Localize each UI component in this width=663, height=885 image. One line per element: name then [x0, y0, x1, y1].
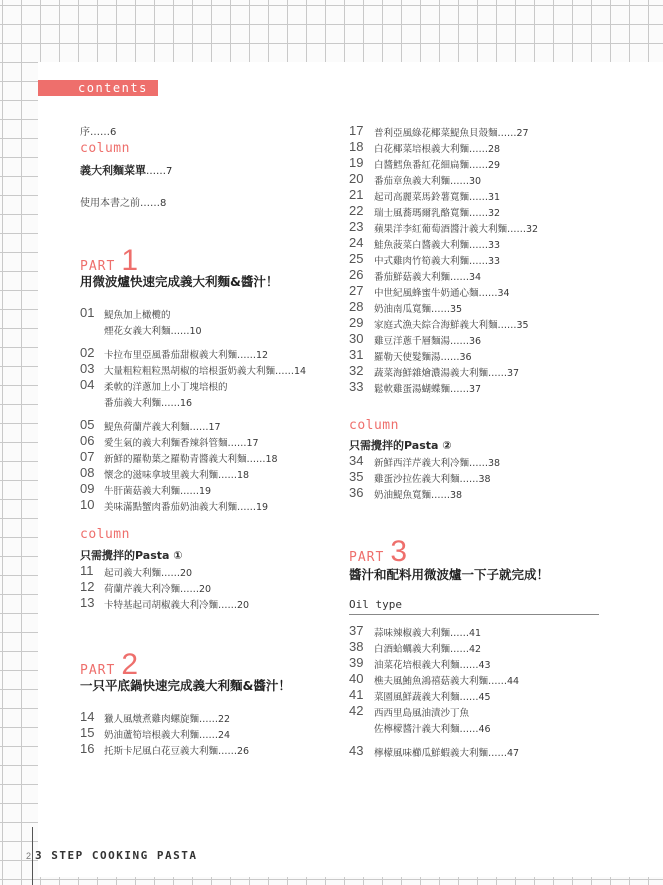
entry-number: 29	[349, 315, 364, 330]
entry-title[interactable]: 起司義大利麵……20	[104, 568, 193, 579]
entry-title[interactable]: 蘋果洋李紅葡萄酒醬汁義大利麵……32	[374, 224, 539, 235]
part1-number: 1	[121, 244, 138, 277]
entry-number: 32	[349, 363, 364, 378]
entry-number: 25	[349, 251, 364, 266]
entry-number: 01	[80, 305, 95, 320]
entry-title[interactable]: 樵夫風鮪魚鴻禧菇義大利麵……44	[374, 676, 520, 687]
entry-title[interactable]: 番茄鮮菇義大利麵……34	[374, 272, 482, 283]
book-title: 3 STEP COOKING PASTA	[35, 849, 198, 862]
entry-number: 41	[349, 687, 364, 702]
entry-number: 19	[349, 155, 364, 170]
entry-number: 26	[349, 267, 364, 282]
oil-type-rule	[349, 614, 599, 615]
entry-number: 42	[349, 703, 364, 718]
contents-tab: contents	[38, 80, 158, 96]
entry-number: 22	[349, 203, 364, 218]
column1-heading: column	[80, 141, 130, 156]
part1-word: PART	[80, 259, 116, 274]
entry-number: 30	[349, 331, 364, 346]
entry-number: 39	[349, 655, 364, 670]
entry-title[interactable]: 卡拉布里亞風番茄甜椒義大利麵……12	[104, 350, 269, 361]
entry-number: 10	[80, 497, 95, 512]
entry-title[interactable]: 白花椰菜培根義大利麵……28	[374, 144, 501, 155]
entry-number: 08	[80, 465, 95, 480]
column1-entry[interactable]	[80, 162, 172, 178]
entry-number: 14	[80, 709, 95, 724]
column2-subtitle: 只需攪拌的Pasta ①	[80, 549, 183, 562]
entry-number: 02	[80, 345, 95, 360]
entry-number: 16	[80, 741, 95, 756]
entry-number: 06	[80, 433, 95, 448]
entry-number: 09	[80, 481, 95, 496]
entry-title[interactable]: 西西里島風油漬沙丁魚	[374, 708, 470, 719]
footer	[26, 849, 197, 862]
entry-number: 33	[349, 379, 364, 394]
entry-number: 13	[80, 595, 95, 610]
part3-number: 3	[390, 535, 407, 568]
entry-title[interactable]: 蒜味辣椒義大利麵……41	[374, 628, 482, 639]
entry-number: 40	[349, 671, 364, 686]
entry-number: 35	[349, 469, 364, 484]
entry-title[interactable]: 瑞士風蕎瑪爾乳酪寬麵……32	[374, 208, 501, 219]
entry-number: 03	[80, 361, 95, 376]
entry-title[interactable]: 柔軟的洋蔥加上小丁塊培根的	[104, 382, 228, 393]
entry-title[interactable]: 雞蛋沙拉佐義大利麵……38	[374, 474, 491, 485]
entry-title[interactable]: 起司高麗菜馬鈴薯寬麵……31	[374, 192, 501, 203]
entry-title[interactable]: 大量粗粒粗粒黑胡椒的培根蛋奶義大利麵……14	[104, 366, 307, 377]
column2-heading: column	[80, 527, 130, 542]
entry-number: 04	[80, 377, 95, 392]
entry-number: 34	[349, 453, 364, 468]
entry-title[interactable]: 中世紀風蜂蜜牛奶通心麵……34	[374, 288, 510, 299]
entry-number: 07	[80, 449, 95, 464]
entry-title[interactable]: 奶油鯷魚寬麵……38	[374, 490, 463, 501]
entry-title[interactable]: 檸檬風味櫛瓜鮮蝦義大利麵……47	[374, 748, 520, 759]
entry-title[interactable]: 新鮮西洋芹義大利冷麵……38	[374, 458, 501, 469]
part1-title: 用微波爐快速完成義大利麵&醬汁！	[80, 274, 279, 289]
entry-title[interactable]: 愛生氣的義大利麵香辣斜管麵……17	[104, 438, 259, 449]
entry-number: 21	[349, 187, 364, 202]
entry-title-continued[interactable]: 番茄義大利麵……16	[104, 398, 193, 409]
entry-number: 28	[349, 299, 364, 314]
column1-page: ……7	[146, 166, 173, 177]
entry-number: 11	[80, 563, 94, 578]
oil-type-label: Oil type	[349, 598, 402, 611]
entry-number: 12	[80, 579, 95, 594]
entry-title[interactable]: 新鮮的羅勒葉之羅勒青醬義大利麵……18	[104, 454, 278, 465]
entry-number: 31	[349, 347, 364, 362]
preface-entry[interactable]: 序……6	[80, 127, 117, 138]
entry-number: 38	[349, 639, 364, 654]
entry-title[interactable]: 雞豆洋蔥千層麵湯……36	[374, 336, 482, 347]
entry-title[interactable]: 鮭魚菠菜白醬義大利麵……33	[374, 240, 501, 251]
entry-number: 20	[349, 171, 364, 186]
entry-number: 36	[349, 485, 364, 500]
entry-title[interactable]: 奶油南瓜寬麵……35	[374, 304, 463, 315]
entry-title[interactable]: 奶油蘆筍培根義大利麵……24	[104, 730, 231, 741]
part3-label	[349, 537, 407, 567]
part2-title: 一只平底鍋快速完成義大利麵&醬汁！	[80, 678, 291, 693]
entry-number: 24	[349, 235, 364, 250]
entry-title[interactable]: 白醬鱈魚番紅花細扁麵……29	[374, 160, 501, 171]
howto-entry[interactable]: 使用本書之前……8	[80, 198, 167, 209]
entry-title[interactable]: 家庭式漁夫綜合海鮮義大利麵……35	[374, 320, 529, 331]
entry-title-continued[interactable]: 佐檸檬醬汁義大利麵……46	[374, 724, 491, 735]
entry-title[interactable]: 鬆軟雞蛋湯蝴蝶麵……37	[374, 384, 482, 395]
entry-number: 05	[80, 417, 95, 432]
entry-title[interactable]: 油菜花培根義大利麵……43	[374, 660, 491, 671]
entry-title[interactable]: 牛肝菌菇義大利麵……19	[104, 486, 212, 497]
entry-title[interactable]: 菜園風鮮蔬義大利麵……45	[374, 692, 491, 703]
part2-word: PART	[80, 663, 116, 678]
entry-number: 43	[349, 743, 364, 758]
entry-number: 23	[349, 219, 364, 234]
entry-number: 37	[349, 623, 364, 638]
entry-title[interactable]: 懷念的滋味拿坡里義大利麵……18	[104, 470, 250, 481]
entry-number: 17	[349, 123, 364, 138]
page-number: 2	[26, 851, 32, 861]
column3-heading: column	[349, 418, 399, 433]
entry-title[interactable]: 番茄章魚義大利麵……30	[374, 176, 482, 187]
entry-number: 27	[349, 283, 364, 298]
entry-title-continued[interactable]: 煙花女義大利麵……10	[104, 326, 202, 337]
part2-number: 2	[121, 648, 138, 681]
entry-title[interactable]: 中式雞肉竹筍義大利麵……33	[374, 256, 501, 267]
entry-title[interactable]: 白酒蛤蠣義大利麵……42	[374, 644, 482, 655]
entry-title[interactable]: 獵人風燉煮雞肉螺旋麵……22	[104, 714, 231, 725]
entry-title[interactable]: 美味滿點蟹肉番茄奶油義大利麵……19	[104, 502, 269, 513]
entry-title[interactable]: 托斯卡尼風白花豆義大利麵……26	[104, 746, 250, 757]
column1-subtitle: 義大利麵菜單	[80, 164, 146, 177]
entry-title[interactable]: 普利亞風綠花椰菜鯷魚貝殼麵……27	[374, 128, 529, 139]
entry-title[interactable]: 鯷魚加上橄欖的	[104, 310, 171, 321]
entry-title[interactable]: 羅勒天使髮麵湯……36	[374, 352, 472, 363]
entry-title[interactable]: 卡特基起司胡椒義大利冷麵……20	[104, 600, 250, 611]
column3-subtitle: 只需攪拌的Pasta ②	[349, 439, 452, 452]
entry-title[interactable]: 荷蘭芹義大利冷麵……20	[104, 584, 212, 595]
entry-title[interactable]: 鯷魚荷蘭芹義大利麵……17	[104, 422, 221, 433]
entry-number: 15	[80, 725, 95, 740]
part3-title: 醬汁和配料用微波爐一下子就完成！	[349, 567, 550, 582]
entry-number: 18	[349, 139, 364, 154]
entry-title[interactable]: 蔬菜海鮮雜燴濃湯義大利麵……37	[374, 368, 520, 379]
part3-word: PART	[349, 550, 385, 565]
